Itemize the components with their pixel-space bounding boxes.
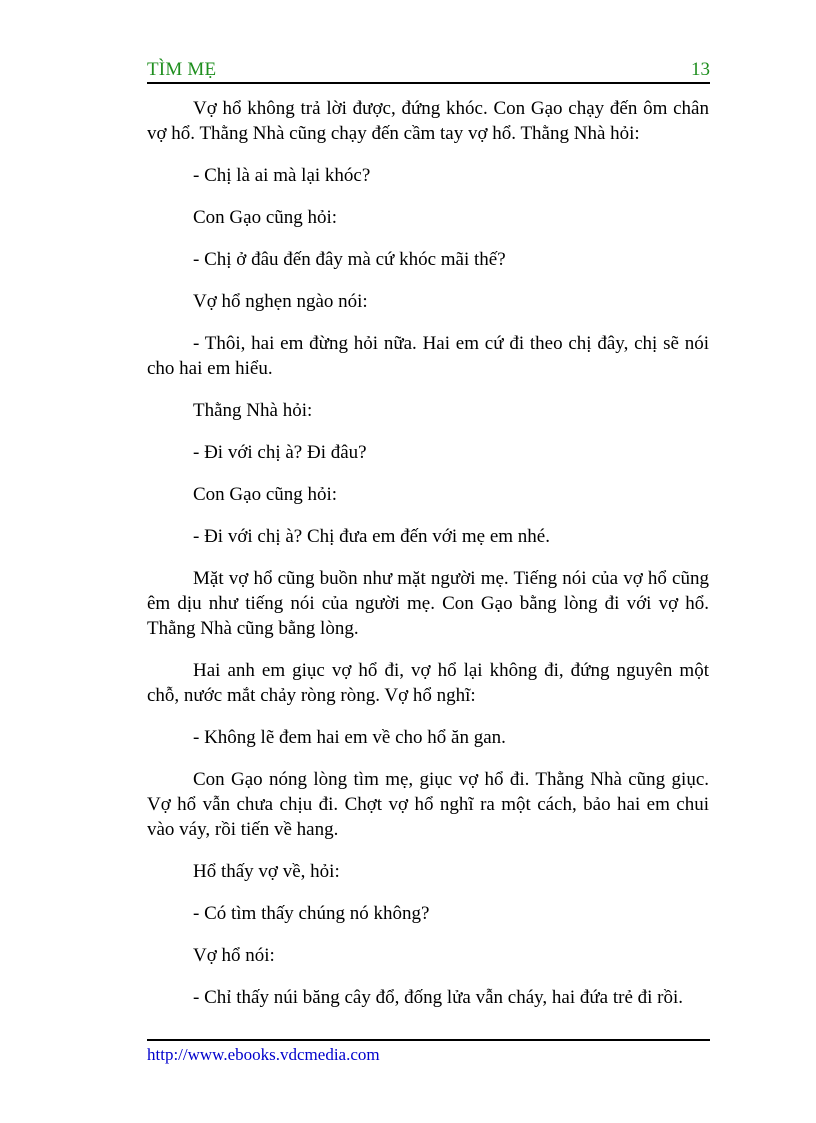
paragraph: Vợ hổ nghẹn ngào nói: <box>193 291 368 312</box>
chapter-title: TÌM MẸ <box>147 59 217 80</box>
dialogue-line: - Chỉ thấy núi băng cây đổ, đống lửa vẫn cháy, hai đứa trẻ đi rồi. <box>193 987 684 1008</box>
paragraph: Vợ hổ không trả lời được, đứng khóc. Con Gạo chạy đến ôm chân vợ hổ. Thằng Nhà cũng chạy đến cầm tay vợ hổ. Thằng Nhà hỏi: <box>147 98 709 144</box>
dialogue-line: - Chị là ai mà lại khóc? <box>193 165 371 186</box>
paragraph: Hai anh em giục vợ hổ đi, vợ hổ lại không đi, đứng nguyên một chỗ, nước mắt chảy ròng ròng. Vợ hổ nghĩ: <box>147 660 709 706</box>
dialogue-line: - Thôi, hai em đừng hỏi nữa. Hai em cứ đi theo chị đây, chị sẽ nói cho hai em hiểu. <box>147 333 709 379</box>
page-number: 13 <box>691 59 710 80</box>
footer-url-link[interactable]: http://www.ebooks.vdcmedia.com <box>147 1045 380 1064</box>
paragraph: Mặt vợ hổ cũng buồn như mặt người mẹ. Tiếng nói của vợ hổ cũng êm dịu như tiếng nói của người mẹ. Con Gạo bằng lòng đi với vợ hổ. Thằng Nhà cũng bằng lòng. <box>147 568 709 639</box>
paragraph: Vợ hổ nói: <box>193 945 275 966</box>
header-divider <box>147 82 710 84</box>
footer-divider <box>147 1039 710 1041</box>
dialogue-line: - Có tìm thấy chúng nó không? <box>193 903 430 924</box>
dialogue-line: - Đi với chị à? Đi đâu? <box>193 442 367 463</box>
paragraph: Con Gạo nóng lòng tìm mẹ, giục vợ hổ đi. Thằng Nhà cũng giục. Vợ hổ vẫn chưa chịu đi. Chợt vợ hổ nghĩ ra một cách, bảo hai em chui vào váy, rồi tiến về hang. <box>147 769 709 840</box>
paragraph: Con Gạo cũng hỏi: <box>193 207 338 228</box>
paragraph: Con Gạo cũng hỏi: <box>193 484 338 505</box>
page-body <box>147 96 709 1027</box>
dialogue-line: - Đi với chị à? Chị đưa em đến với mẹ em nhé. <box>193 526 550 547</box>
paragraph: Hổ thấy vợ về, hỏi: <box>193 861 340 882</box>
paragraph: Thằng Nhà hỏi: <box>193 400 313 421</box>
page-header <box>147 58 710 82</box>
dialogue-line: - Chị ở đâu đến đây mà cứ khóc mãi thế? <box>193 249 506 270</box>
dialogue-line: - Không lẽ đem hai em về cho hổ ăn gan. <box>193 727 506 748</box>
